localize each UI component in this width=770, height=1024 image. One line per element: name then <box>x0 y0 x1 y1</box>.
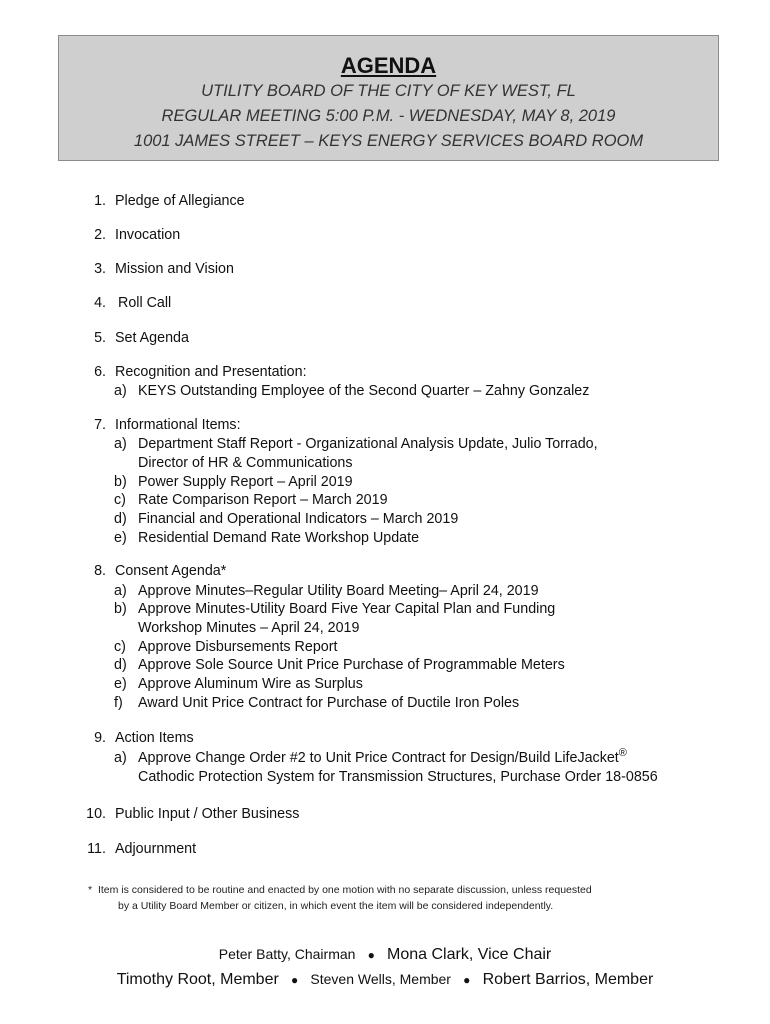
agenda-item-title: Public Input / Other Business <box>115 806 300 822</box>
agenda-item-title: Consent Agenda* <box>115 563 227 579</box>
board-name: UTILITY BOARD OF THE CITY OF KEY WEST, FL <box>201 82 576 100</box>
subitem-letter: b) <box>114 601 127 617</box>
chairman-name: Peter Batty, Chairman <box>218 946 356 962</box>
subitem-letter: c) <box>114 639 126 655</box>
agenda-item-number: 3. <box>94 261 106 277</box>
agenda-item-number: 1. <box>94 193 106 209</box>
agenda-item-number: 2. <box>94 227 106 243</box>
footnote-star: * <box>88 884 93 896</box>
agenda-item-title: Adjournment <box>115 841 197 857</box>
bullet-icon: ● <box>290 973 299 987</box>
vice-chair-name: Mona Clark, Vice Chair <box>387 946 552 963</box>
bullet-icon: ● <box>463 973 471 987</box>
subitem-text: Approve Minutes–Regular Utility Board Meeting– April 24, 2019 <box>138 583 539 599</box>
signature-block <box>0 942 770 992</box>
subitem-letter: a) <box>114 583 127 599</box>
agenda-item-title: Action Items <box>115 730 194 746</box>
subitem-text: Department Staff Report - Organizational Analysis Update, Julio Torrado, <box>138 436 598 452</box>
subitem-text: Approve Disbursements Report <box>138 639 338 655</box>
agenda-item-title: Roll Call <box>118 295 172 311</box>
registered-mark: ® <box>618 747 627 760</box>
subitem-text: Approve Sole Source Unit Price Purchase of Programmable Meters <box>138 657 565 673</box>
subitem-letter: a) <box>114 750 127 766</box>
bullet-icon: ● <box>367 948 375 962</box>
agenda-item-number: 7. <box>94 417 106 433</box>
footnote-line-1: Item is considered to be routine and enacted by one motion with no separate discussion, unless requested <box>97 884 592 896</box>
agenda-item-number: 6. <box>94 364 106 380</box>
member-root-name: Timothy Root, Member <box>116 971 279 988</box>
subitem-letter: d) <box>114 511 127 527</box>
subitem-text: Residential Demand Rate Workshop Update <box>138 530 420 546</box>
subitem-text: Rate Comparison Report – March 2019 <box>138 492 388 508</box>
agenda-item-title: Recognition and Presentation: <box>115 364 307 380</box>
meeting-datetime: REGULAR MEETING 5:00 P.M. - WEDNESDAY, MAY 8, 2019 <box>161 107 616 125</box>
agenda-item-title: Set Agenda <box>115 330 189 346</box>
agenda-item-number: 8. <box>94 563 106 579</box>
subitem-text: Award Unit Price Contract for Purchase of Ductile Iron Poles <box>138 695 520 711</box>
meeting-location: 1001 JAMES STREET – KEYS ENERGY SERVICES BOARD ROOM <box>133 132 644 150</box>
subitem-letter: f) <box>114 695 123 711</box>
agenda-item-number: 4. <box>94 295 106 311</box>
subitem-text-continued: Cathodic Protection System for Transmission Structures, Purchase Order 18-0856 <box>138 769 658 785</box>
subitem-text-continued: Director of HR & Communications <box>138 455 353 471</box>
agenda-item-number: 11. <box>87 841 106 857</box>
subitem-letter: d) <box>114 657 127 673</box>
page-title: AGENDA <box>340 53 437 78</box>
agenda-item-title: Mission and Vision <box>115 261 234 277</box>
subitem-letter: e) <box>114 530 127 546</box>
subitem-text: Financial and Operational Indicators – March 2019 <box>138 511 459 527</box>
agenda-header <box>58 35 719 161</box>
signature-row-1 <box>0 942 770 967</box>
subitem-letter: e) <box>114 676 127 692</box>
footnote-line-2: by a Utility Board Member or citizen, in which event the item will be considered independently. <box>118 900 554 912</box>
subitem-letter: b) <box>114 474 127 490</box>
subitem-text: Approve Aluminum Wire as Surplus <box>138 676 363 692</box>
agenda-item-title: Pledge of Allegiance <box>115 193 245 209</box>
agenda-item-number: 10. <box>86 806 106 822</box>
agenda-item-title: Informational Items: <box>115 417 241 433</box>
subitem-text: Power Supply Report – April 2019 <box>138 474 353 490</box>
agenda-item-number: 9. <box>94 730 106 746</box>
subitem-text: Approve Minutes-Utility Board Five Year Capital Plan and Funding <box>138 601 556 617</box>
subitem-letter: a) <box>114 383 127 399</box>
subitem-text: KEYS Outstanding Employee of the Second Quarter – Zahny Gonzalez <box>138 383 590 399</box>
agenda-item-number: 5. <box>94 330 106 346</box>
member-barrios-name: Robert Barrios, Member <box>482 971 654 988</box>
subitem-letter: a) <box>114 436 127 452</box>
footnote <box>88 882 592 914</box>
member-wells-name: Steven Wells, Member <box>310 971 451 987</box>
agenda-item-title: Invocation <box>115 227 181 243</box>
signature-row-2 <box>0 967 770 992</box>
subitem-letter: c) <box>114 492 126 508</box>
subitem-text: Approve Change Order #2 to Unit Price Contract for Design/Build LifeJacket <box>138 750 619 766</box>
subitem-text-continued: Workshop Minutes – April 24, 2019 <box>138 620 360 636</box>
